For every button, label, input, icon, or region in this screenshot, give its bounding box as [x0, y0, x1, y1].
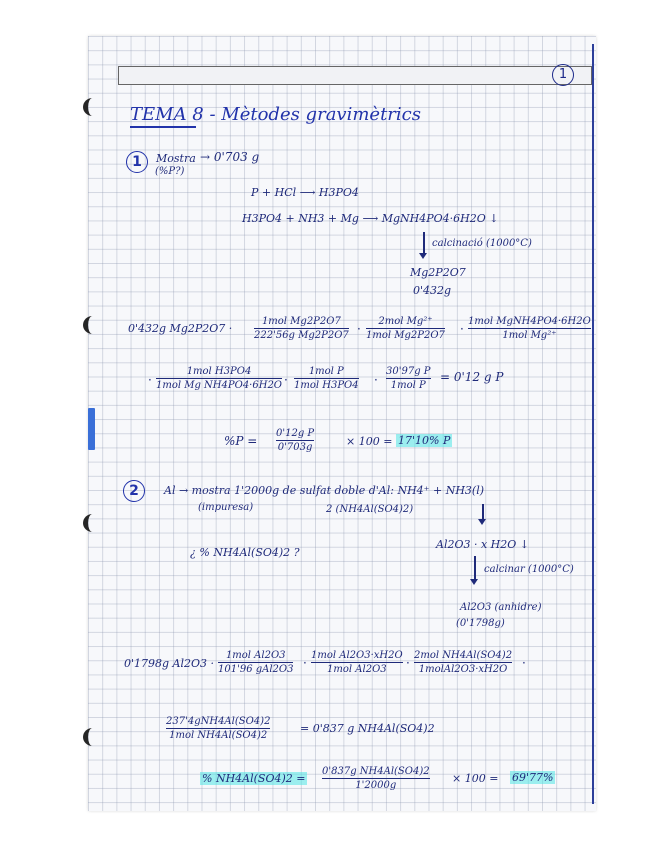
p1-reaction-1: P + HCl ⟶ H3PO4: [251, 186, 359, 199]
p1-fraction-1: [254, 316, 349, 341]
p1-product-mass: 0'432g: [413, 284, 452, 297]
p2-f1-den: 101'96 gAl2O3: [218, 664, 294, 675]
p1-f1-den: 222'56g Mg2P2O7: [254, 330, 349, 341]
p2-impuresa: (impuresa): [198, 502, 254, 513]
p1-dot-4: ·: [284, 373, 288, 387]
p1-fraction-3: [468, 316, 591, 341]
p2-product: Al2O3 (anhidre): [460, 602, 542, 613]
p2-fraction-3: [414, 650, 512, 675]
p1-pct-label: %P =: [224, 434, 258, 448]
p2-pct-fraction: [322, 766, 430, 791]
p1-calcination-arrow: [423, 232, 425, 254]
p1-pct-num: 0'12g P: [276, 428, 315, 439]
p1-calcination: calcinació (1000°C): [432, 238, 532, 249]
binder-hole-1: [83, 98, 102, 116]
p2-pct-result-highlight: 69'77%: [512, 771, 554, 784]
margin-line: [592, 44, 594, 804]
binder-hole-2: [83, 316, 102, 334]
p2-dot-2: ·: [406, 656, 410, 670]
header-box: [118, 66, 592, 85]
p2-f2-num: 1mol Al2O3·xH2O: [311, 650, 403, 661]
p2-fraction-2: [311, 650, 403, 675]
p1-f5-den: 1mol H3PO4: [294, 380, 359, 391]
p1-mostra-note: (%P?): [155, 166, 185, 177]
p2-arrow-1: [482, 504, 484, 520]
page-title: TEMA 8 - Mètodes gravimètrics: [130, 104, 421, 125]
binder-hole-3: [83, 514, 102, 532]
p2-f4-num: 237'4gNH4Al(SO4)2: [166, 716, 271, 727]
p1-dot-3: ·: [148, 373, 152, 387]
p2-product-mass: (0'1798g): [456, 618, 505, 629]
p1-f3-den: 1mol Mg²⁺: [502, 330, 557, 341]
p2-f3-num: 2mol NH4Al(SO4)2: [414, 650, 513, 661]
side-tab: [88, 408, 95, 450]
p1-pct-fraction: [276, 428, 314, 453]
p2-pct-num: 0'837g NH4Al(SO4)2: [322, 766, 430, 777]
p1-pct-den: 0'703g: [277, 442, 313, 453]
p1-mostra-label: Mostra: [156, 152, 196, 165]
p2-calc-start: 0'1798g Al2O3 ·: [124, 657, 215, 670]
p1-pct-result: [396, 434, 452, 447]
page-number: 1: [552, 64, 574, 86]
p2-precipitate: Al2O3 · x H2O ↓: [436, 538, 529, 551]
p1-fraction-5: [294, 366, 359, 391]
p2-calcination: calcinar (1000°C): [484, 564, 574, 575]
p1-reaction-2: H3PO4 + NH3 + Mg ⟶ MgNH4PO4·6H2O ↓: [242, 212, 499, 225]
p1-product: Mg2P2O7: [410, 266, 466, 279]
p1-f6-den: 1mol P: [390, 380, 426, 391]
p1-pct-result-highlight: 17'10% P: [398, 434, 451, 447]
p1-f4-den: 1mol Mg NH4PO4·6H2O: [156, 380, 283, 391]
p2-f1-num: 1mol Al2O3: [218, 650, 293, 663]
p2-line-1: Al → mostra 1'2000g de sulfat doble d'Al: NH4⁺ + NH3(l): [164, 484, 485, 497]
p1-f5-num: 1mol P: [294, 366, 359, 379]
p2-pct-label: [200, 772, 307, 785]
p1-fraction-6: [386, 366, 431, 391]
p1-fraction-4: [156, 366, 282, 391]
p2-dot-3: ·: [522, 656, 526, 670]
p2-pct-den: 1'2000g: [355, 780, 397, 791]
problem-2-number: 2: [123, 480, 145, 502]
p2-fraction-4: [166, 716, 270, 741]
p1-fraction-2: [366, 316, 445, 341]
p2-mass-result: = 0'837 g NH4Al(SO4)2: [300, 722, 435, 735]
p2-pct-times: × 100 =: [452, 772, 499, 785]
p1-dot-1: ·: [357, 322, 361, 336]
p2-calcination-arrow: [474, 556, 476, 580]
p1-dot-5: ·: [374, 373, 378, 387]
p1-f2-num: 2mol Mg²⁺: [366, 316, 445, 329]
p1-f6-num: 30'97g P: [386, 366, 431, 377]
p2-f4-den: 1mol NH4Al(SO4)2: [169, 730, 268, 741]
p1-calc-start: 0'432g Mg2P2O7 ·: [128, 322, 233, 335]
p1-f3-num: 1mol MgNH4PO4·6H2O: [468, 316, 591, 327]
title-underline: [130, 126, 196, 128]
p2-pct-label-highlight: % NH4Al(SO4)2 =: [202, 772, 306, 785]
p1-f4-num: 1mol H3PO4: [156, 366, 282, 379]
p1-dot-2: ·: [460, 322, 464, 336]
p1-mostra-value: → 0'703 g: [200, 150, 260, 164]
p1-result-mass: = 0'12 g P: [440, 370, 504, 384]
p1-f1-num: 1mol Mg2P2O7: [254, 316, 349, 329]
p2-pct-result: [510, 771, 555, 784]
p2-dot-1: ·: [303, 656, 307, 670]
p1-pct-times: × 100 =: [346, 435, 393, 448]
p2-formula: 2 (NH4Al(SO4)2): [326, 504, 414, 515]
p2-f2-den: 1mol Al2O3: [327, 664, 387, 675]
p1-f2-den: 1mol Mg2P2O7: [366, 330, 445, 341]
binder-hole-4: [83, 728, 102, 746]
problem-1-number: 1: [126, 151, 148, 173]
p2-f3-den: 1molAl2O3·xH2O: [418, 664, 508, 675]
p2-question: ¿ % NH4Al(SO4)2 ?: [190, 546, 300, 559]
p2-fraction-1: [218, 650, 293, 675]
